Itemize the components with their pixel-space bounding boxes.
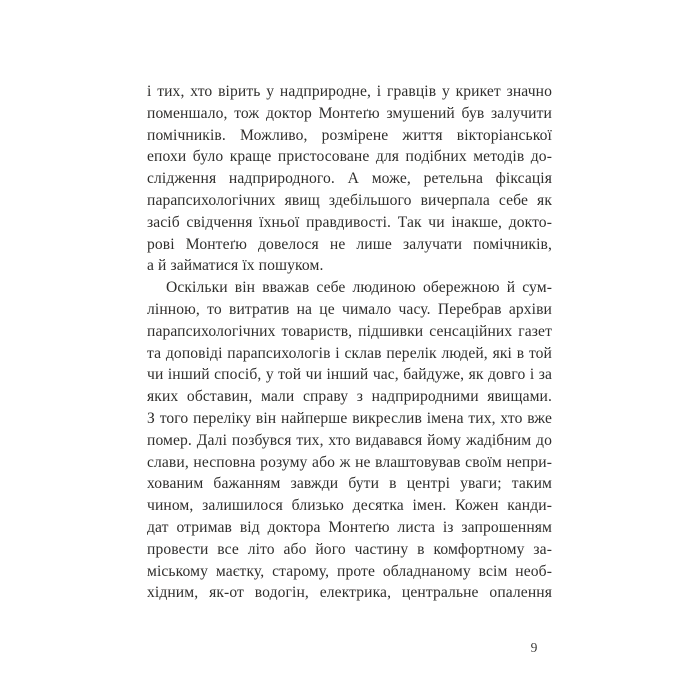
text-line: хідним, як-от водогін, електрика, центральне опалення bbox=[147, 584, 552, 602]
page-number: 9 bbox=[530, 640, 538, 655]
text-line: чином, залишилося близько десятка імен. Кожен канди- bbox=[147, 497, 552, 515]
text-line: дат отримав від доктора Монтеґю листа із запрошенням bbox=[147, 518, 552, 536]
text-line: З того переліку він найперше викреслив імена тих, хто вже bbox=[147, 409, 552, 427]
text-line: міському маєтку, старому, проте обладнаному всім необ- bbox=[147, 562, 552, 580]
text-line: яких обставин, мали справу з надприродними явищами. bbox=[147, 388, 552, 406]
text-line: та доповіді парапсихологів і склав перелік людей, які в той bbox=[147, 344, 552, 362]
text-line: хованим бажанням завжди бути в центрі уваги; таким bbox=[147, 475, 552, 493]
text-line: лінною, то витратив на це чимало часу. Перебрав архіви bbox=[147, 300, 552, 318]
text-line: а й займатися їх пошуком. bbox=[147, 257, 324, 275]
text-line: помічників. Можливо, розмірене життя вікторіанської bbox=[147, 126, 552, 144]
text-line: слідження надприродного. А може, ретельна фіксація bbox=[147, 170, 552, 188]
text-line: парапсихологічних товариств, підшивки сенсаційних газет bbox=[147, 322, 552, 340]
text-line: слави, несповна розуму або ж не влаштовував своїм непри- bbox=[147, 453, 552, 471]
text-line: провести все літо або його частину в комфортному за- bbox=[147, 540, 552, 558]
text-line: парапсихологічних явищ здебільшого вичерпала себе як bbox=[147, 191, 552, 209]
text-line: рові Монтеґю довелося не лише залучати помічників, bbox=[147, 235, 552, 253]
text-line: помер. Далі позбувся тих, хто видавався йому жадібним до bbox=[147, 431, 552, 449]
text-line: засіб свідчення їхньої правдивості. Так чи інакше, докто- bbox=[147, 213, 552, 231]
text-line: поменшало, тож доктор Монтеґю змушений був залучити bbox=[147, 104, 552, 122]
text-line: Оскільки він вважав себе людиною обережною й сум- bbox=[166, 279, 552, 297]
page-text bbox=[147, 81, 552, 604]
text-line: епохи було краще пристосоване для подібних методів до- bbox=[147, 148, 552, 166]
text-line: і тих, хто вірить у надприродне, і гравців у крикет значно bbox=[147, 83, 552, 100]
text-line: чи інший спосіб, у той чи інший час, байдуже, як довго і за bbox=[147, 366, 552, 384]
